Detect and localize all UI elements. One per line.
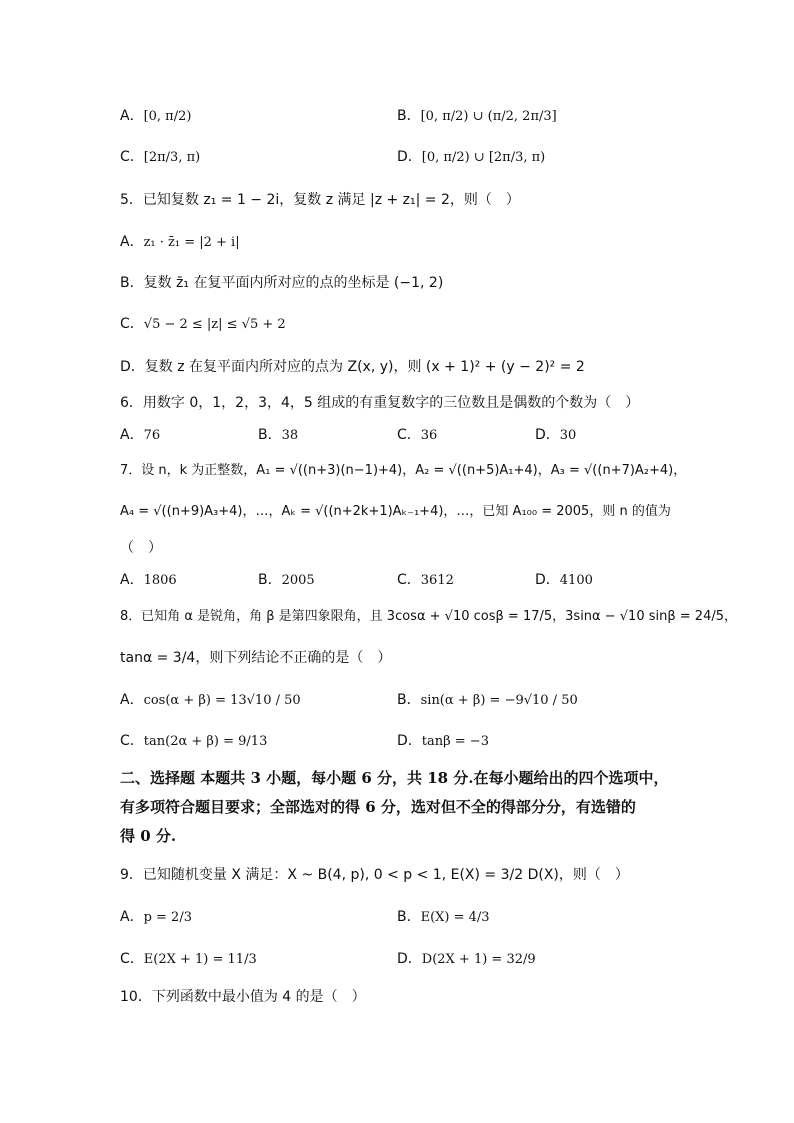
q5-stem: 5．已知复数 z₁ = 1 − 2i，复数 z 满足 |z + z₁| = 2，则（ ） <box>120 192 520 208</box>
option-text: 复数 z̄₁ 在复平面内所对应的点的坐标是 (−1, 2) <box>143 275 444 291</box>
option-text: cos(α + β) = 13√10 / 50 <box>143 693 301 708</box>
q7-option-c <box>397 570 454 591</box>
q8-option-a <box>120 690 301 711</box>
q6-option-d <box>535 425 576 446</box>
option-label: C． <box>397 427 421 443</box>
option-text: sin(α + β) = −9√10 / 50 <box>420 693 578 708</box>
q7-stem-line-1: 7．设 n，k 为正整数，A₁ = √((n+3)(n−1)+4)，A₂ = √((n+5)A₁+4)，A₃ = √((n+7)A₂+4)， <box>120 463 687 478</box>
q5-option-c <box>120 314 286 335</box>
option-text: z₁ · z̄₁ = |2 + i| <box>143 235 240 250</box>
option-text: 30 <box>559 428 577 443</box>
option-label: C． <box>120 149 144 165</box>
option-text: 4100 <box>559 573 593 588</box>
option-label: A． <box>120 427 144 443</box>
q5-option-a <box>120 232 240 253</box>
option-text: 1806 <box>143 573 177 588</box>
q6-stem: 6．用数字 0，1，2，3，4，5 组成的有重复数字的三位数且是偶数的个数为（ ） <box>120 395 640 411</box>
q8-stem-line-1: 8．已知角 α 是锐角，角 β 是第四象限角，且 3cosα + √10 cosβ = 17/5，3sinα − √10 sinβ = 24/5， <box>120 609 737 624</box>
option-label: A． <box>120 108 144 124</box>
q7-option-b <box>258 570 315 591</box>
option-label: B． <box>397 909 421 925</box>
q9-option-a <box>120 907 192 928</box>
option-label: C． <box>120 733 144 749</box>
option-label: A． <box>120 572 144 588</box>
q5-option-b <box>120 273 443 293</box>
q9-option-d <box>397 949 536 970</box>
q9-option-b <box>397 907 490 928</box>
q4-option-d <box>397 147 545 168</box>
section-2-line-3: 得 0 分. <box>120 827 177 845</box>
option-label: D． <box>120 359 145 375</box>
option-label: C． <box>120 316 144 332</box>
option-text: 2005 <box>281 573 315 588</box>
option-text: p = 2/3 <box>143 910 192 925</box>
option-text: 复数 z 在复平面内所对应的点为 Z(x, y)，则 (x + 1)² + (y − 2)² = 2 <box>144 359 585 375</box>
option-label: A． <box>120 909 144 925</box>
q4-option-c <box>120 147 200 168</box>
option-text: [2π/3, π) <box>143 150 201 165</box>
section-2-line-1: 二、选择题 本题共 3 小题，每小题 6 分，共 18 分.在每小题给出的四个选项中， <box>120 769 669 787</box>
option-label: B． <box>397 108 421 124</box>
option-label: D． <box>397 951 422 967</box>
option-text: 38 <box>281 428 299 443</box>
option-text: 3612 <box>420 573 454 588</box>
q8-option-d <box>397 731 489 752</box>
q6-option-a <box>120 425 160 446</box>
option-text: [0, π/2) ∪ [2π/3, π) <box>421 150 546 165</box>
q6-option-b <box>258 425 298 446</box>
q8-stem-line-2: tanα = 3/4，则下列结论不正确的是（ ） <box>120 650 392 666</box>
q6-option-c <box>397 425 437 446</box>
q4-option-b <box>397 106 557 127</box>
option-text: D(2X + 1) = 32/9 <box>421 952 536 967</box>
option-text: √5 − 2 ≤ |z| ≤ √5 + 2 <box>143 317 286 332</box>
option-label: A． <box>120 234 144 250</box>
option-text: [0, π/2) ∪ (π/2, 2π/3] <box>420 109 557 124</box>
option-text: 36 <box>420 428 438 443</box>
option-text: [0, π/2) <box>143 109 192 124</box>
option-text: tan(2α + β) = 9/13 <box>143 734 268 749</box>
q10-stem: 10．下列函数中最小值为 4 的是（ ） <box>120 989 366 1005</box>
q9-stem: 9．已知随机变量 X 满足：X ~ B(4, p), 0 < p < 1, E(X) = 3/2 D(X)，则（ ） <box>120 867 629 883</box>
q8-option-c <box>120 731 267 752</box>
q4-option-a <box>120 106 191 127</box>
q8-option-b <box>397 690 578 711</box>
option-label: B． <box>258 572 282 588</box>
q7-option-d <box>535 570 593 591</box>
option-label: D． <box>397 149 422 165</box>
option-label: D． <box>535 572 560 588</box>
option-label: D． <box>535 427 560 443</box>
q7-option-a <box>120 570 177 591</box>
option-label: B． <box>258 427 282 443</box>
option-label: C． <box>397 572 421 588</box>
q7-stem-line-3: （ ） <box>120 540 162 556</box>
q5-option-d <box>120 357 585 377</box>
option-text: E(X) = 4/3 <box>420 910 490 925</box>
section-2-line-2: 有多项符合题目要求；全部选对的得 6 分，选对但不全的得部分分，有选错的 <box>120 798 636 816</box>
q9-option-c <box>120 949 257 970</box>
option-text: 76 <box>143 428 161 443</box>
option-label: B． <box>120 275 144 291</box>
option-label: C． <box>120 951 144 967</box>
option-label: A． <box>120 692 144 708</box>
option-label: B． <box>397 692 421 708</box>
option-text: tanβ = −3 <box>421 734 489 749</box>
q7-stem-line-2: A₄ = √((n+9)A₃+4)，…，Aₖ = √((n+2k+1)Aₖ₋₁+4)，…，已知 A₁₀₀ = 2005，则 n 的值为 <box>120 504 671 519</box>
option-text: E(2X + 1) = 11/3 <box>143 952 257 967</box>
option-label: D． <box>397 733 422 749</box>
